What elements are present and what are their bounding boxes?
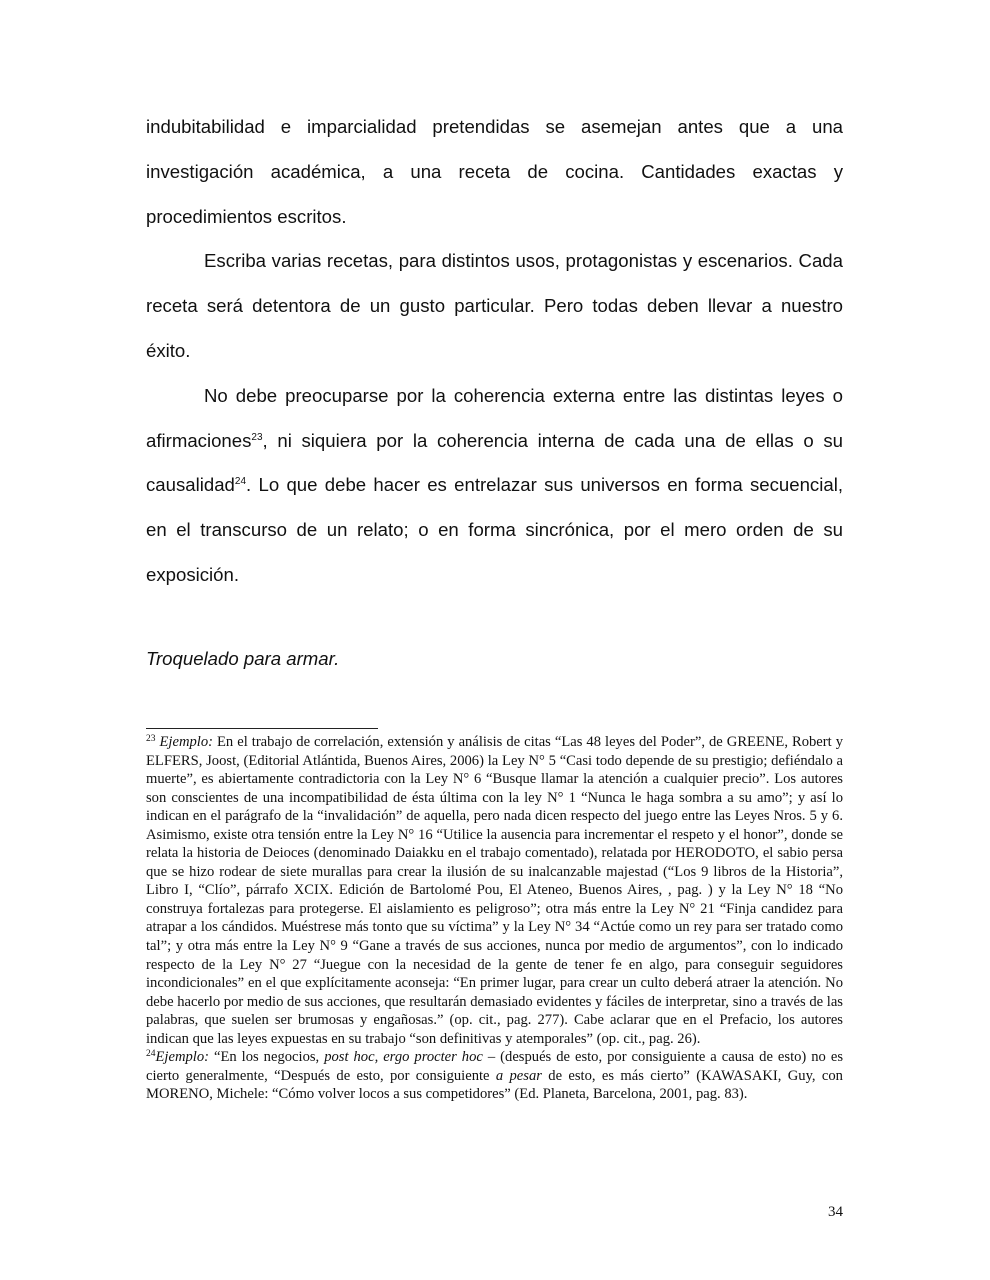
paragraph-3-text-b: , ni siquiera por la coherencia interna de cada una de ellas o su causalidad xyxy=(146,429,843,496)
paragraph-3-text-c: . Lo que debe hacer es entrelazar sus universos en forma secuencial, en el transcurso de un relato; o en forma sincrónica, por el mero orden de su exposición. xyxy=(146,474,843,585)
footnotes xyxy=(146,733,843,1104)
footnote-24 xyxy=(146,1048,843,1104)
footnote-text: “En los negocios, xyxy=(209,1049,325,1066)
paragraph-3-text-a: No debe preocuparse por la coherencia externa entre las distintas leyes o afirmaciones xyxy=(146,384,843,451)
footnote-23 xyxy=(146,733,843,1048)
footnote-number: 23 xyxy=(146,734,156,744)
footnote-ref-23: 23 xyxy=(251,431,263,443)
footnote-text: En el trabajo de correlación, extensión y análisis de citas “Las 48 leyes del Poder”, de GREENE, Robert y ELFERS, Joost, (Editorial Atlántida, Buenos Aires, 2006) la Ley N° 5 “Casi todo depende de su prestigio; defiéndalo a muerte”, es abiertamente contradictoria con la Ley N° 6 “Busque llamar la atención a cualquier precio”. Los autores son conscientes de una incompatibilidad de ésta última con la ley N° 1 “Nunca le haga sombra a su amo”; y así lo indican en el parágrafo de la “invalidación” de aquella, pero nada dicen respecto del juego entre las Leyes Nros. 5 y 6. Asimismo, existe otra tensión entre la Ley N° 16 “Utilice la ausencia para incrementar el respeto y el honor”, donde se relata la historia de Deioces (denominado Daiakku en el trabajo comentado), relatada por HERODOTO, el sabio persa que se hizo rodear de siete murallas para crear la ilusión de su inalcanzable majestad (“Los 9 libros de la Historia”, Libro I, “Clío”, párrafo XCIX. Edición de Bartolomé Pou, El Ateneo, Buenos Aires, , pag. ) y la Ley N° 18 “No construya fortalezas para protegerse. El aislamiento es peligroso”; otra más entre la Ley N° 21 “Finja candidez para atrapar a los cándidos. Muéstrese más tonto que su víctima” y la Ley N° 34 “Actúe como un rey para ser tratado como tal”; y otra más entre la Ley N° 9 “Gane a través de sus acciones, nunca por medio de argumentos”, con lo indicado respecto de la Ley N° 27 “Juegue con la necesidad de la gente de tener fe en algo, para conseguir seguidores incondicionales” en el que explícitamente aconseja: “En primer lugar, para crear un culto deberá atraer la atención. No debe hacerlo por medio de sus acciones, que resultarán demasiado evidentes y fáciles de interpretar, sino a través de las palabras, que suelen ser brumosas y engañosas.” (op. cit., pag. 277). Cabe aclarar que en el Prefacio, los autores indican que las leyes expuestas en su trabajo “son definitivas y atemporales” (op. cit., pag. 26). xyxy=(146,734,844,1047)
paragraph-2: Escriba varias recetas, para distintos usos, protagonistas y escenarios. Cada receta será detentora de un gusto particular. Pero todas deben llevar a nuestro éxito. xyxy=(146,250,843,361)
page-number: 34 xyxy=(828,1204,843,1220)
footnote-text: de esto, es más cierto” (KAWASAKI, Guy, con MORENO, Michele: “Cómo volver locos a sus competidores” (Ed. Planeta, Barcelona, 2001, pag. 83). xyxy=(146,1067,843,1103)
paragraph-3 xyxy=(146,374,843,598)
body-text xyxy=(146,105,843,598)
footnote-ref-24: 24 xyxy=(234,476,247,488)
footnote-separator xyxy=(146,728,378,729)
footnote-label: Ejemplo: xyxy=(159,734,214,750)
footnote-text: – (después de esto, por consiguiente a causa de esto) no es cierto generalmente, “Después de esto, por consiguiente xyxy=(146,1049,843,1084)
footnote-emphasis: a pesar xyxy=(495,1067,542,1084)
footnote-label: Ejemplo: xyxy=(155,1049,209,1066)
paragraph-1: indubitabilidad e imparcialidad pretendidas se asemejan antes que a una investigación académica, a una receta de cocina. Cantidades exactas y procedimientos escritos. xyxy=(146,116,843,227)
section-heading: Troquelado para armar. xyxy=(146,648,340,669)
footnote-number: 24 xyxy=(146,1049,156,1060)
footnote-latin-phrase: post hoc, ergo procter hoc xyxy=(324,1049,483,1066)
